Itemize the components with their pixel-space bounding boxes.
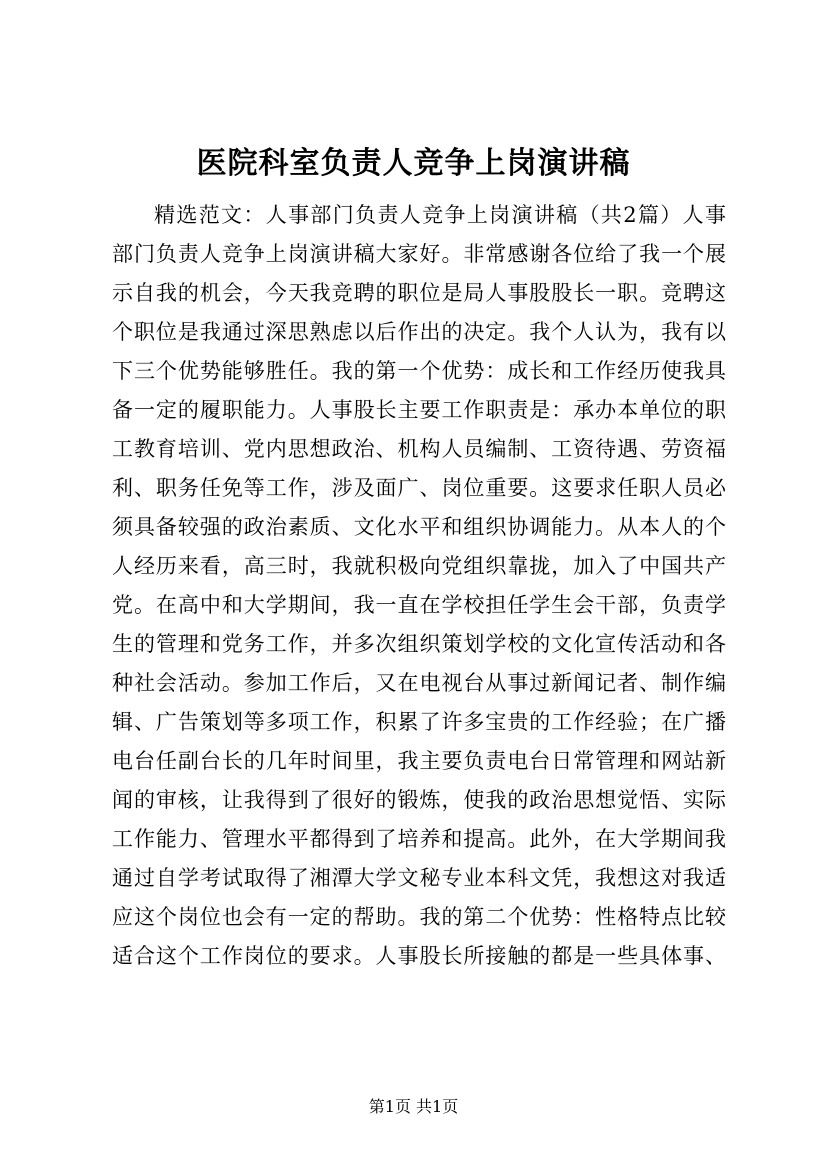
body-line: 个职位是我通过深思熟虑以后作出的决定。我个人认为，我有以: [112, 320, 726, 344]
body-line: 下三个优势能够胜任。我的第一个优势：成长和工作经历使我具: [112, 359, 726, 383]
body-line: 部门负责人竞争上岗演讲稿大家好。非常感谢各位给了我一个展: [112, 242, 726, 266]
body-line: 工教育培训、党内思想政治、机构人员编制、工资待遇、劳资福: [112, 437, 726, 461]
body-line: 备一定的履职能力。人事股长主要工作职责是：承办本单位的职: [112, 398, 726, 422]
body-line: 利、职务任免等工作，涉及面广、岗位重要。这要求任职人员必: [112, 476, 726, 500]
body-line: 电台任副台长的几年时间里，我主要负责电台日常管理和网站新: [112, 749, 726, 773]
document-title: 医院科室负责人竞争上岗演讲稿: [196, 146, 631, 181]
body-line: 人经历来看，高三时，我就积极向党组织靠拢，加入了中国共产: [112, 554, 726, 578]
body-line: 适合这个工作岗位的要求。人事股长所接触的都是一些具体事、: [112, 944, 726, 968]
body-line: 须具备较强的政治素质、文化水平和组织协调能力。从本人的个: [112, 515, 726, 539]
body-line: 通过自学考试取得了湘潭大学文秘专业本科文凭，我想这对我适: [112, 866, 726, 890]
body-line: 工作能力、管理水平都得到了培养和提高。此外，在大学期间我: [112, 827, 726, 851]
body-line: 生的管理和党务工作，并多次组织策划学校的文化宣传活动和各: [112, 632, 726, 656]
body-line: 辑、广告策划等多项工作，积累了许多宝贵的工作经验；在广播: [112, 710, 726, 734]
body-line: 党。在高中和大学期间，我一直在学校担任学生会干部，负责学: [112, 593, 726, 617]
page-footer: 第1页 共1页: [368, 1097, 459, 1116]
document-body: [112, 196, 726, 976]
body-line: 闻的审核，让我得到了很好的锻炼，使我的政治思想觉悟、实际: [112, 788, 726, 812]
body-line: 应这个岗位也会有一定的帮助。我的第二个优势：性格特点比较: [112, 905, 726, 929]
body-line: 精选范文：人事部门负责人竞争上岗演讲稿（共2篇）人事: [154, 203, 726, 227]
body-line: 种社会活动。参加工作后，又在电视台从事过新闻记者、制作编: [112, 671, 726, 695]
body-line: 示自我的机会，今天我竞聘的职位是局人事股股长一职。竞聘这: [112, 281, 726, 305]
